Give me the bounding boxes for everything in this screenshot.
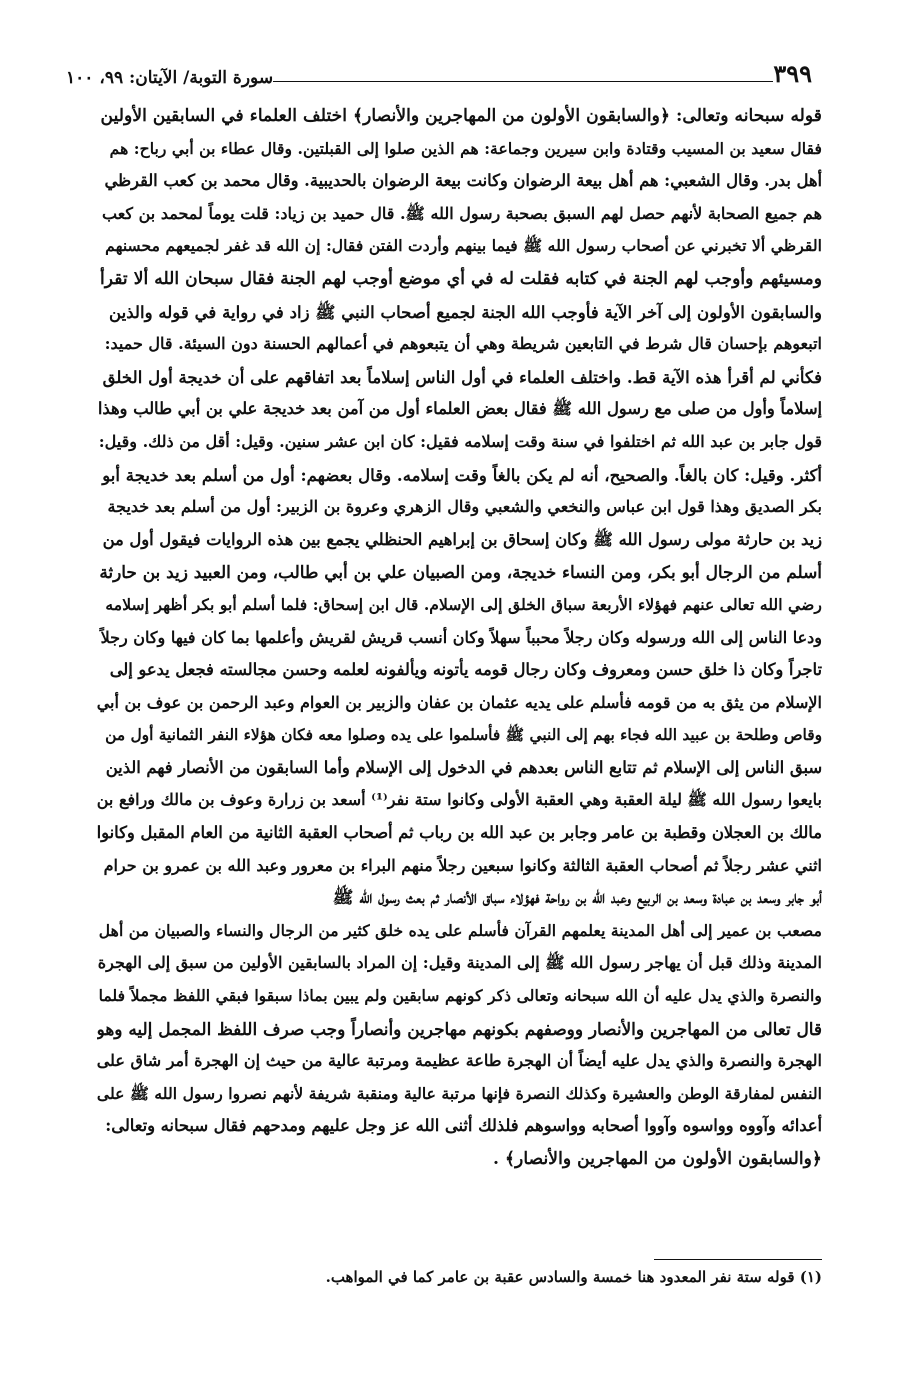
text-line: هم جميع الصحابة لأنهم حصل لهم السبق بصحبة رسول الله ﷺ. قال حميد بن زياد: قلت يوماً لمحمد بن كعب — [102, 203, 822, 223]
text-line: مصعب بن عمير إلى أهل المدينة يعلمهم القرآن فأسلم على يده خلق كثير من الرجال والنساء والصبيان من أهل — [98, 920, 822, 940]
text-line: الهجرة والنصرة والذي يدل عليه أيضاً أن الهجرة طاعة عظيمة ومرتبة عالية من حيث إن الهجرة أمر شاق على — [97, 1051, 822, 1071]
text-line: مالك بن العجلان وقطبة بن عامر وجابر بن عبد الله بن رباب ثم أصحاب العقبة الثانية من العام المقبل وكانوا — [97, 823, 822, 843]
text-line: اثني عشر رجلاً ثم أصحاب العقبة الثالثة وكانوا سبعين رجلاً منهم البراء بن معرور وعبد الله بن عمرو بن حرام — [103, 855, 822, 875]
text-line: أكثر. وقيل: كان بالغاً. والصحيح، أنه لم يكن بالغاً وقت إسلامه. وقال بعضهم: أول من أسلم بعد خديجة أبو — [102, 464, 822, 485]
text-line: قول جابر بن عبد الله ثم اختلفوا في سنة وقت إسلامه فقيل: كان ابن عشر سنين. وقيل: أقل من ذلك. وقيل: — [98, 431, 822, 451]
text-line: ﴿والسابقون الأولون من المهاجرين والأنصار﴾ . — [493, 1149, 822, 1169]
text-line: بايعوا رسول الله ﷺ ليلة العقبة وهي العقبة الأولى وكانوا ستة نفر⁽¹⁾ أسعد بن زرارة وعوف بن مالك ورافع بن — [97, 790, 822, 810]
text-line: ودعا الناس إلى الله ورسوله وكان رجلاً محبباً سهلاً وكان أنسب قريش لقريش وأعلمها بما كان فيها وكان رجلاً — [100, 627, 822, 647]
text-line: أهل بدر. وقال الشعبي: هم أهل بيعة الرضوان وكانت بيعة الرضوان بالحديبية. وقال محمد بن كعب القرظي — [104, 171, 822, 191]
page-header — [58, 56, 822, 88]
header-rule — [273, 81, 773, 82]
text-line: رضي الله تعالى عنهم فهؤلاء الأربعة سباق الخلق إلى الإسلام. قال ابن إسحاق: فلما أسلم أبو بكر أظهر إسلامه — [105, 594, 822, 614]
text-line: والسابقون الأولون إلى آخر الآية فأوجب الله الجنة لجميع أصحاب النبي ﷺ زاد في رواية في قوله والذين — [108, 301, 822, 322]
text-line: المدينة وذلك قبل أن يهاجر رسول الله ﷺ إلى المدينة وقيل: إن المراد بالسابقين الأولين من سبق إلى الهجرة — [97, 953, 822, 973]
text-line: ومسيئهم وأوجب لهم الجنة في كتابه فقلت له في أي موضع أوجب لهم الجنة فقال سبحان الله ألا تقرأ — [99, 268, 822, 289]
page-number: ٣٩٩ — [773, 59, 812, 88]
footnote: (١) قوله ستة نفر المعدود هنا خمسة والسادس عقبة بن عامر كما في المواهب. — [325, 1268, 822, 1286]
text-line: القرظي ألا تخبرني عن أصحاب رسول الله ﷺ فيما بينهم وأردت الفتن فقال: إن الله قد غفر لجميعهم محسنهم — [105, 236, 822, 256]
text-line: النفس لمفارقة الوطن والعشيرة وكذلك النصرة فإنها مرتبة عالية ومنقبة شريفة لأنهم نصروا رسول الله ﷺ على — [97, 1083, 822, 1103]
footnote-separator — [654, 1259, 822, 1260]
text-line: أسلم من الرجال أبو بكر، ومن النساء خديجة، ومن الصبيان علي بن أبي طالب، ومن العبيد زيد بن حارثة — [99, 562, 822, 583]
text-line: فقال سعيد بن المسيب وقتادة وابن سيرين وجماعة: هم الذين صلوا إلى القبلتين. وقال عطاء بن أبي رباح: هم — [109, 138, 822, 158]
text-line: تاجراً وكان ذا خلق حسن ومعروف وكان رجال قومه يأتونه ويألفونه لعلمه وحسن مجالسته فجعل يدعو إلى — [109, 660, 822, 680]
text-line: قال تعالى من المهاجرين والأنصار ووصفهم بكونهم مهاجرين وأنصاراً وجب صرف اللفظ المجمل إليه وهو — [97, 1018, 822, 1039]
text-line: فكأني لم أقرأ هذه الآية قط. واختلف العلماء في أول الناس إسلاماً بعد اتفاقهم على أن خديجة أول الخلق — [102, 366, 822, 387]
text-line: الإسلام من يثق به من قومه فأسلم على يديه عثمان بن عفان والزبير بن العوام وعبد الرحمن بن عوف بن أبي — [97, 692, 822, 712]
text-line: أبو جابر وسعد بن عبادة وسعد بن الربيع وعبد الله بن رواحة فهؤلاء سباق الأنصار ثم بعث رسول الله ﷺ — [332, 888, 822, 909]
text-line: سبق الناس إلى الإسلام ثم تتابع الناس بعدهم في الدخول إلى الإسلام وأما السابقون من الأنصار فهم الذين — [105, 757, 822, 777]
text-line: وقاص وطلحة بن عبيد الله فجاء بهم إلى النبي ﷺ فأسلموا على يده وصلوا معه فكان هؤلاء النفر الثمانية أول من — [105, 726, 822, 745]
text-line: اتبعوهم بإحسان قال شرط في التابعين شريطة وهي أن يتبعوهم في أعمالهم الحسنة دون السيئة. قال حميد: — [104, 334, 822, 354]
text-line: والنصرة والذي يدل عليه أن الله سبحانه وتعالى ذكر كونهم سابقين ولم يبين بماذا سبقوا فبقي اللفظ مجملاً فلما — [98, 986, 822, 1006]
text-line: قوله سبحانه وتعالى: ﴿والسابقون الأولون من المهاجرين والأنصار﴾ اختلف العلماء في السابقين الأولين — [100, 106, 822, 126]
text-line: بكر الصديق وهذا قول ابن عباس والنخعي والشعبي وقال الزهري وعروة بن الزبير: أول من أسلم بعد خديجة — [107, 497, 822, 517]
running-title: سورة التوبة/ الآيتان: ٩٩، ١٠٠ — [66, 68, 274, 88]
text-line: أعدائه وآووه وواسوه وآووا أصحابه وواسوهم فلذلك أثنى الله عز وجل عليهم ومدحهم فقال سبحانه وتعالى: — [105, 1116, 822, 1136]
text-line: إسلاماً وأول من صلى مع رسول الله ﷺ فقال بعض العلماء أول من آمن بعد خديجة علي بن أبي طالب وهذا — [97, 399, 822, 419]
text-line: زيد بن حارثة مولى رسول الله ﷺ وكان إسحاق بن إبراهيم الحنظلي يجمع بين هذه الروايات فيقول أول من — [102, 529, 822, 549]
main-text — [97, 100, 822, 1176]
